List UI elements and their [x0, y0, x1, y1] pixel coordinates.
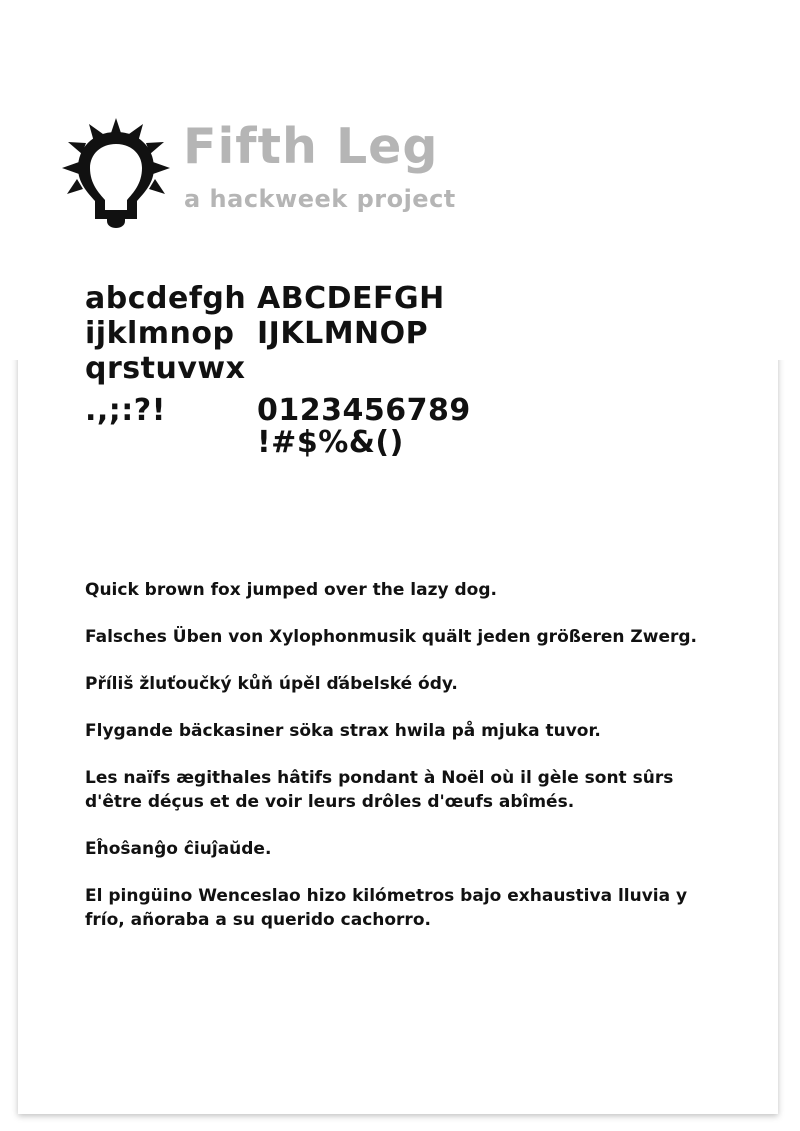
- lowercase-row-3: qrstuvwx: [85, 351, 246, 386]
- pangram-czech: Příliš žluťoučký kůň úpěl ďábelské ódy.: [85, 674, 458, 694]
- punctuation-row: .,;:?!: [85, 393, 166, 428]
- digits-row: 0123456789: [257, 393, 471, 428]
- pangram-german: Falsches Üben von Xylophonmusik quält jeden größeren Zwerg.: [85, 627, 698, 647]
- lowercase-row-2: ijklmnop: [85, 316, 235, 351]
- lightbulb-sun-icon: [62, 116, 172, 228]
- pangram-swedish: Flygande bäckasiner söka strax hwila på mjuka tuvor.: [85, 721, 601, 741]
- logo-subtitle: a hackweek project: [184, 185, 456, 213]
- pangram-list: [85, 578, 725, 955]
- lowercase-row-1: abcdefgh: [85, 281, 247, 316]
- pangram-french: Les naïfs ægithales hâtifs pondant à Noël où il gèle sont sûrs d'être déçus et de voir leurs drôles d'œufs abîmés.: [85, 768, 674, 812]
- pangram-spanish: El pingüino Wenceslao hizo kilómetros bajo exhaustiva lluvia y frío, añoraba a su querido cachorro.: [85, 886, 688, 930]
- symbols-row: !#$%&(): [257, 425, 404, 460]
- pangram-english: Quick brown fox jumped over the lazy dog.: [85, 580, 497, 600]
- uppercase-row-2: IJKLMNOP: [257, 316, 429, 351]
- logo-title: Fifth Leg: [183, 118, 439, 175]
- uppercase-row-1: ABCDEFGH: [257, 281, 445, 316]
- pangram-esperanto: Eĥoŝanĝo ĉiuĵaŭde.: [85, 839, 272, 859]
